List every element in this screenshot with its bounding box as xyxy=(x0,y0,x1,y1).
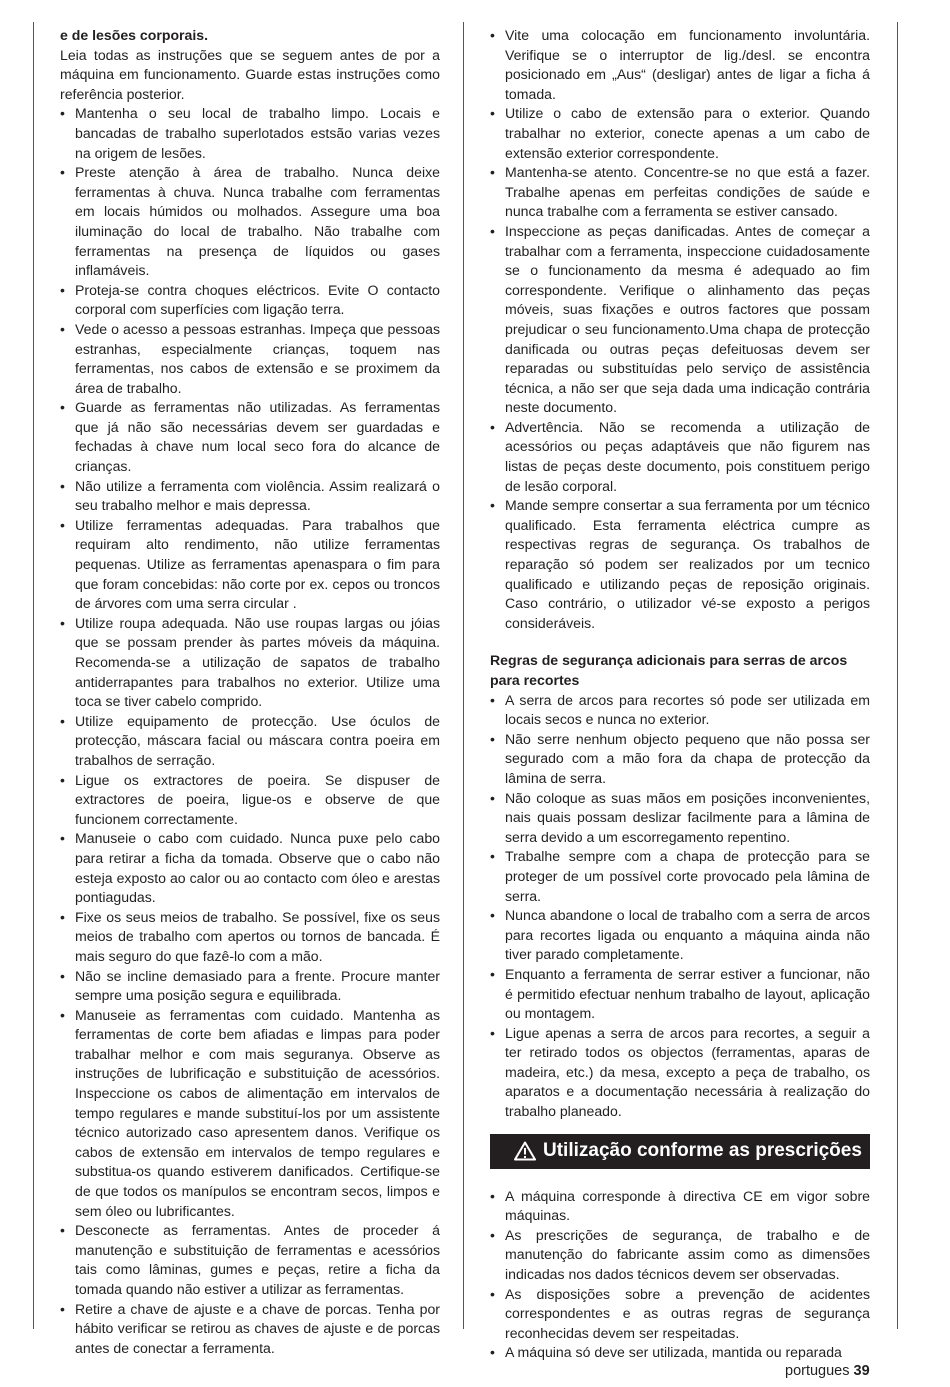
column-divider-right xyxy=(897,22,898,1329)
list-item: • Mantenha-se atento. Concentre-se no que está a fazer. Trabalhe apenas em perfeitas condições de saúde e nunca trabalhe com a ferramenta se estiver cansado. xyxy=(490,163,870,222)
section-banner xyxy=(490,1134,870,1169)
safety-list-scroll-saw xyxy=(490,691,870,1122)
intended-use-list xyxy=(490,1187,870,1363)
list-item: • Manuseie as ferramentas com cuidado. Mantenha as ferramentas de corte bem afiadas e limpas para poder trabalhar melhor e com mais seguranya. Observe as instruções de lubrificação e substituição de acessórios. Inspeccione os cabos de alimentação em intervalos de tempo regulares e mande substituí-los por um assistente técnico autorizado caso apresentem danos. Verifique os cabos de extensão em intervalos de tempo regulares e substitua-os quando estiverem danificados. Certifique-se de que todos os manípulos se encontram secos, limpos e sem óleo ou lubrificantes. xyxy=(60,1006,440,1222)
right-column xyxy=(490,26,870,1363)
list-item: • Manuseie o cabo com cuidado. Nunca puxe pelo cabo para retirar a ficha da tomada. Observe que o cabo não esteja exposto ao calor ou ao contacto com óleo e arestas pontiagudas. xyxy=(60,829,440,907)
list-item: • A máquina corresponde à directiva CE em vigor sobre máquinas. xyxy=(490,1187,870,1226)
list-item: • Retire a chave de ajuste e a chave de porcas. Tenha por hábito verificar se retirou as chaves de ajuste e de porcas antes de conectar a ferramenta. xyxy=(60,1300,440,1359)
list-item: • Não se incline demasiado para a frente. Procure manter sempre uma posição segura e equilibrada. xyxy=(60,967,440,1006)
safety-list-continued xyxy=(490,26,870,633)
list-item: • Não utilize a ferramenta com violência. Assim realizará o seu trabalho melhor e mais depressa. xyxy=(60,477,440,516)
list-item: • As disposições sobre a prevenção de acidentes correspondentes e as outras regras de segurança reconhecidas devem ser respeitadas. xyxy=(490,1285,870,1344)
list-item: • A serra de arcos para recortes só pode ser utilizada em locais secos e nunca no exterior. xyxy=(490,691,870,730)
page-footer xyxy=(785,1363,870,1379)
list-item: • Utilize o cabo de extensão para o exterior. Quando trabalhar no exterior, conecte apenas a um cabo de extensão exterior correspondente. xyxy=(490,104,870,163)
list-item: • Vite uma colocação em funcionamento involuntária. Verifique se o interruptor de lig./desl. se encontra posicionado em „Aus“ (desligar) antes de ligar a ficha á tomada. xyxy=(490,26,870,104)
left-column xyxy=(60,26,440,1358)
list-item: • Vede o acesso a pessoas estranhas. Impeça que pessoas estranhas, especialmente crianças, toquem nas ferramentas, nos cabos de extensão e se proximem da área de trabalho. xyxy=(60,320,440,398)
intro-paragraph: Leia todas as instruções que se seguem antes de por a máquina em funcionamento. Guarde estas instruções como referência posterior. xyxy=(60,46,440,102)
list-item: • Nunca abandone o local de trabalho com a serra de arcos para recortes ligada ou enquanto a máquina ainda não tiver parado completamente. xyxy=(490,906,870,965)
list-item: • Desconecte as ferramentas. Antes de proceder á manutenção e substituição de ferramentas e acessórios tais como lâminas, gumes e peças, retire a ficha da tomada quando não estiver a utilizar as ferramentas. xyxy=(60,1221,440,1299)
list-item: • Não coloque as suas mãos em posições inconvenientes, nais quais possam deslizar facilmente para a lâmina de serra devido a um escorregamento repentino. xyxy=(490,789,870,848)
column-divider-left xyxy=(33,22,34,1329)
list-item: • Utilize equipamento de protecção. Use óculos de protecção, máscara facial ou máscara contra poeira em trabalhos de serração. xyxy=(60,712,440,771)
list-item: • Proteja-se contra choques eléctricos. Evite O contacto corporal com superfícies com ligação terra. xyxy=(60,281,440,320)
list-item: • Utilize ferramentas adequadas. Para trabalhos que requiram alto rendimento, não utilize ferramentas pequenas. Utilize as ferramentas apenaspara o fim para que foram concebidas: não corte por ex. cepos ou troncos de árvores com uma serra circular . xyxy=(60,516,440,614)
warning-triangle-icon xyxy=(514,1141,536,1161)
list-item: • Mantenha o seu local de trabalho limpo. Locais e bancadas de trabalho superlotados estsão varias vezes na origem de lesões. xyxy=(60,104,440,163)
list-item: • Preste atenção à área de trabalho. Nunca deixe ferramentas à chuva. Nunca trabalhe com ferramentas em locais húmidos ou molhados. Assegure uma boa iluminação do local de trabalho. Não trabalhe com ferramentas na presença de líquidos ou gases inflamáveis. xyxy=(60,163,440,281)
intro-heading: e de lesões corporais. xyxy=(60,27,209,43)
list-item: • Trabalhe sempre com a chapa de protecção para se proteger de um possível corte provocado pela lâmina de serra. xyxy=(490,847,870,906)
page-number: 39 xyxy=(853,1363,870,1379)
safety-list-general xyxy=(60,104,440,1358)
list-item: • Enquanto a ferramenta de serrar estiver a funcionar, não é permitido efectuar nenhum trabalho de layout, aplicação ou montagem. xyxy=(490,965,870,1024)
list-item: • Fixe os seus meios de trabalho. Se possível, fixe os seus meios de trabalho com apertos ou tornos de bancada. É mais seguro do que fazê-lo com a mão. xyxy=(60,908,440,967)
list-item: • Mande sempre consertar a sua ferramenta por um técnico qualificado. Esta ferramenta eléctrica cumpre as respectivas regras de segurança. Os trabalhos de reparação só podem ser realizados por um tecnico qualificado e utilizando peças de reposição originais. Caso contrário, o utilizador vé-se exposto a perigos consideráveis. xyxy=(490,496,870,633)
list-item: • Não serre nenhum objecto pequeno que não possa ser segurado com a mão fora da chapa de protecção da lâmina de serra. xyxy=(490,730,870,789)
list-item: • Guarde as ferramentas não utilizadas. As ferramentas que já não são necessárias devem ser guardadas e fechadas à chave num local seco fora do alcance de crianças. xyxy=(60,398,440,476)
footer-language: portugues xyxy=(785,1363,850,1379)
banner-title: Utilização conforme as prescrições xyxy=(543,1140,862,1162)
list-item: • Advertência. Não se recomenda a utilização de acessórios ou peças adaptáveis que não figurem nas listas de peças deste documento, pois constituem perigo de lesão corporal. xyxy=(490,418,870,496)
list-item: • A máquina só deve ser utilizada, mantida ou reparada xyxy=(490,1343,870,1363)
column-divider-middle xyxy=(463,22,464,1329)
list-item: • Inspeccione as peças danificadas. Antes de começar a trabalhar com a ferramenta, inspeccione cuidadosamente se o funcionamento da mesma é adequado ao fim correspondente. Verifique o alinhamento das peças móveis, suas fixações e outros factores que possam prejudicar o seu funcionamento.Uma chapa de protecção danificada ou outras peças defeituosas devem ser reparadas ou substituídas pelo serviço de assistência técnica, a não ser que seja dada uma indicação contrária neste documento. xyxy=(490,222,870,418)
list-item: • Ligue os extractores de poeira. Se dispuser de extractores de poeira, ligue-os e observe de que funcionem correctamente. xyxy=(60,771,440,830)
list-item: • As prescrições de segurança, de trabalho e de manutenção do fabricante assim como as dimensões indicadas nos dados técnicos devem ser observadas. xyxy=(490,1226,870,1285)
additional-rules-heading: Regras de segurança adicionais para serras de arcos para recortes xyxy=(490,652,848,688)
list-item: • Utilize roupa adequada. Não use roupas largas ou jóias que se possam prender às partes móveis da máquina. Recomenda-se a utilização de sapatos de trabalho antiderrapantes para trabalhos no exterior. Utilize uma toca se tiver cabelo comprido. xyxy=(60,614,440,712)
list-item: • Ligue apenas a serra de arcos para recortes, a seguir a ter retirado todos os objectos (ferramentas, aparas de madeira, etc.) da mesa, excepto a peça de trabalho, os aparatos e a documentação necessária à realização do trabalho planeado. xyxy=(490,1024,870,1122)
